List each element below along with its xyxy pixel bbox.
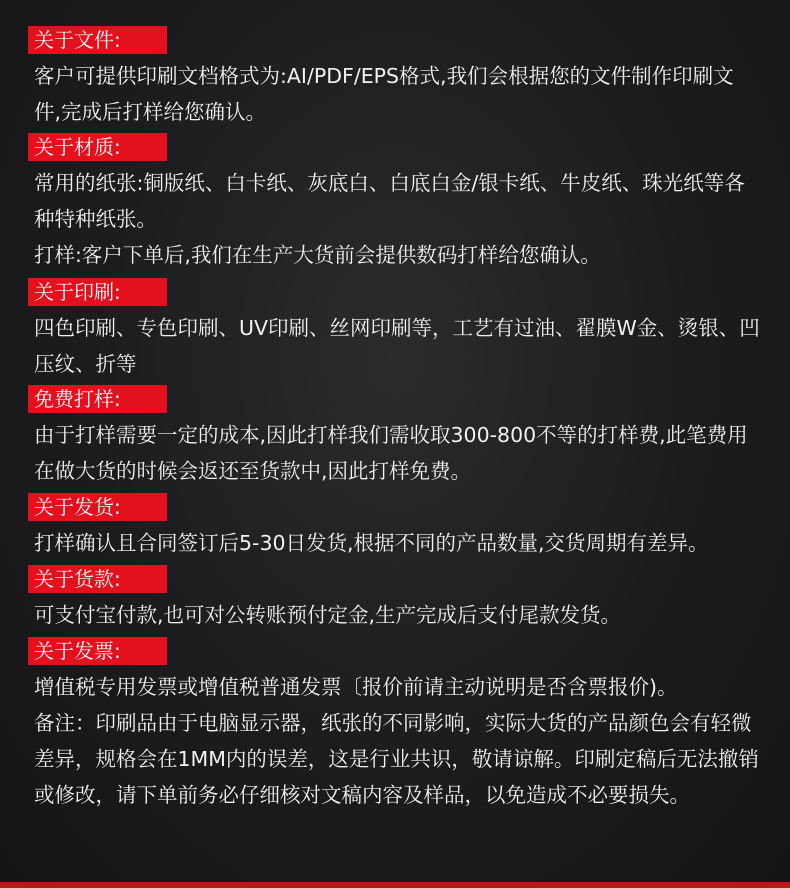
- section-title-free-proof: 免费打样:: [28, 385, 167, 413]
- section-title-files: 关于文件:: [28, 26, 167, 54]
- section-title-payment: 关于货款:: [28, 565, 167, 593]
- bottom-accent-bar: [0, 882, 790, 888]
- section-text-note: 备注：印刷品由于电脑显示器，纸张的不同影响，实际大货的产品颜色会有轻微差异，规格会在1MM内的误差，这是行业共识，敬请谅解。印刷定稿后无法撤销或修改，请下单前务必仔细核对文稿内容及样品，以免造成不必要损失。: [34, 711, 759, 807]
- section-text-materials: 常用的纸张:铜版纸、白卡纸、灰底白、白底白金/银卡纸、牛皮纸、珠光纸等各种特种纸张。: [34, 171, 745, 231]
- section-text-invoice: 增值税专用发票或增值税普通发票〔报价前请主动说明是否含票报价)。: [34, 675, 678, 699]
- section-text-files: 客户可提供印刷文档格式为:AI/PDF/EPS格式,我们会根据您的文件制作印刷文件,完成后打样给您确认。: [34, 64, 734, 124]
- section-title-materials: 关于材质:: [28, 133, 167, 161]
- section-text-proofing: 打样:客户下单后,我们在生产大货前会提供数码打样给您确认。: [34, 243, 601, 267]
- section-text-free-proof: 由于打样需要一定的成本,因此打样我们需收取300-800不等的打样费,此笔费用在做大货的时候会返还至货款中,因此打样免费。: [34, 423, 748, 483]
- section-text-payment: 可支付宝付款,也可对公转账预付定金,生产完成后支付尾款发货。: [34, 603, 622, 627]
- section-title-printing: 关于印刷:: [28, 278, 167, 306]
- section-title-invoice: 关于发票:: [28, 637, 167, 665]
- section-text-shipping: 打样确认且合同签订后5-30日发货,根据不同的产品数量,交货周期有差异。: [34, 531, 709, 555]
- section-title-shipping: 关于发货:: [28, 493, 167, 521]
- section-text-printing: 四色印刷、专色印刷、UV印刷、丝网印刷等，工艺有过油、翟膜W金、烫银、凹压纹、折等: [34, 316, 760, 376]
